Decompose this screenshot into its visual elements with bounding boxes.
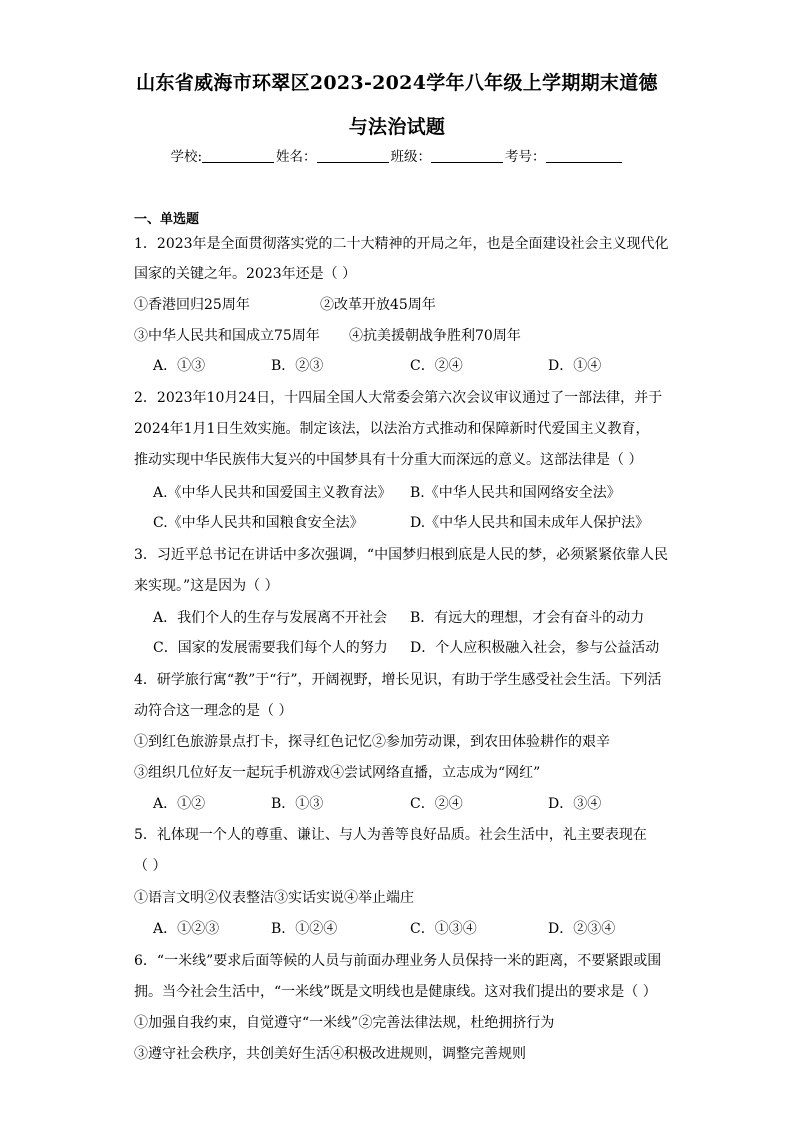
question-4-line-1: 4．研学旅行寓“教”于“行”，开阔视野，增长见识，有助于学生感受社会生活。下列活 xyxy=(134,672,662,688)
exam-title-line-1: 山东省威海市环翠区2023-2024学年八年级上学期期末道德 xyxy=(136,72,658,94)
name-blank[interactable] xyxy=(317,149,389,163)
question-3-option-b[interactable]: B．有远大的理想，才会有奋斗的动力 xyxy=(410,610,645,626)
question-4-option-d[interactable]: D．③④ xyxy=(548,796,602,812)
question-2-line-2: 2024年1月1日生效实施。制定该法，以法治方式推动和保障新时代爱国主义教育， xyxy=(134,421,650,437)
question-3-line-2: 来实现。”这是因为（ ） xyxy=(134,578,279,594)
class-blank[interactable] xyxy=(431,149,503,163)
question-1-line-1: 1．2023年是全面贯彻落实党的二十大精神的开局之年，也是全面建设社会主义现代化 xyxy=(134,236,669,252)
question-2-option-c[interactable]: C.《中华人民共和国粮食安全法》 xyxy=(153,515,364,531)
question-1-item-3: ③中华人民共和国成立75周年 xyxy=(134,328,320,344)
number-blank[interactable] xyxy=(546,149,622,163)
question-1-option-b[interactable]: B．②③ xyxy=(271,358,324,374)
question-1-item-2: ②改革开放45周年 xyxy=(320,297,436,313)
school-blank[interactable] xyxy=(202,149,274,163)
question-6-line-1: 6．“一米线”要求后面等候的人员与前面办理业务人员保持一米的距离，不要紧跟或围 xyxy=(134,953,662,969)
question-1-option-a[interactable]: A．①③ xyxy=(153,358,206,374)
question-3-option-c[interactable]: C．国家的发展需要我们每个人的努力 xyxy=(153,640,388,656)
question-4-line-2: 动符合这一理念的是（ ） xyxy=(134,703,293,719)
question-4-option-c[interactable]: C．②④ xyxy=(410,796,463,812)
class-label: 班级： xyxy=(390,149,432,165)
question-1-item-4: ④抗美援朝战争胜利70周年 xyxy=(349,328,521,344)
question-3-option-a[interactable]: A．我们个人的生存与发展离不开社会 xyxy=(153,610,388,626)
question-3-line-1: 3．习近平总书记在讲话中多次强调，“中国梦归根到底是人民的梦，必须紧紧依靠人民 xyxy=(134,547,669,563)
question-5-option-a[interactable]: A．①②③ xyxy=(153,921,220,937)
question-5-items: ①语言文明②仪表整洁③实话实说④举止端庄 xyxy=(134,890,414,906)
question-1-item-1: ①香港回归25周年 xyxy=(134,297,250,313)
question-2-line-3: 推动实现中华民族伟大复兴的中国梦具有十分重大而深远的意义。这部法律是（ ） xyxy=(134,452,643,468)
question-6-line-2: 拥。当今社会生活中，“一米线”既是文明线也是健康线。这对我们提出的要求是（ ） xyxy=(134,984,657,1000)
question-1-option-d[interactable]: D．①④ xyxy=(548,358,602,374)
question-5-line-1: 5．礼体现一个人的尊重、谦让、与人为善等良好品质。社会生活中，礼主要表现在 xyxy=(134,827,647,843)
question-3-option-d[interactable]: D．个人应积极融入社会，参与公益活动 xyxy=(410,640,660,656)
section-title: 一、单选题 xyxy=(134,212,200,227)
school-label: 学校: xyxy=(170,149,203,165)
question-6-item-line-1: ①加强自我约束，自觉遵守“一米线”②完善法律法规，杜绝拥挤行为 xyxy=(134,1015,555,1031)
question-4-option-b[interactable]: B．①③ xyxy=(271,796,324,812)
student-info-row xyxy=(0,145,794,165)
question-4-item-line-2: ③组织几位好友一起玩手机游戏④尝试网络直播，立志成为“网红” xyxy=(134,765,541,781)
question-2-option-d[interactable]: D.《中华人民共和国未成年人保护法》 xyxy=(410,515,650,531)
question-1-line-2: 国家的关键之年。2023年还是（ ） xyxy=(134,266,357,282)
question-4-item-line-1: ①到红色旅游景点打卡，探寻红色记忆②参加劳动课，到农田体验耕作的艰辛 xyxy=(134,734,610,750)
exam-title-line-2: 与法治试题 xyxy=(348,116,446,138)
question-2-option-a[interactable]: A.《中华人民共和国爱国主义教育法》 xyxy=(153,485,392,501)
question-5-line-2: （ ） xyxy=(134,858,167,874)
question-4-option-a[interactable]: A．①② xyxy=(153,796,206,812)
number-label: 考号： xyxy=(505,149,546,165)
question-1-option-c[interactable]: C．②④ xyxy=(410,358,463,374)
question-5-option-c[interactable]: C．①③④ xyxy=(410,921,477,937)
name-label: 姓名： xyxy=(276,149,317,165)
question-2-option-b[interactable]: B.《中华人民共和国网络安全法》 xyxy=(410,485,621,501)
question-5-option-d[interactable]: D．②③④ xyxy=(548,921,616,937)
question-5-option-b[interactable]: B．①②④ xyxy=(271,921,338,937)
question-6-item-line-2: ③遵守社会秩序，共创美好生活④积极改进规则，调整完善规则 xyxy=(134,1046,526,1062)
question-2-line-1: 2．2023年10月24日，十四届全国人大常委会第六次会议审议通过了一部法律，并于 xyxy=(134,390,663,406)
